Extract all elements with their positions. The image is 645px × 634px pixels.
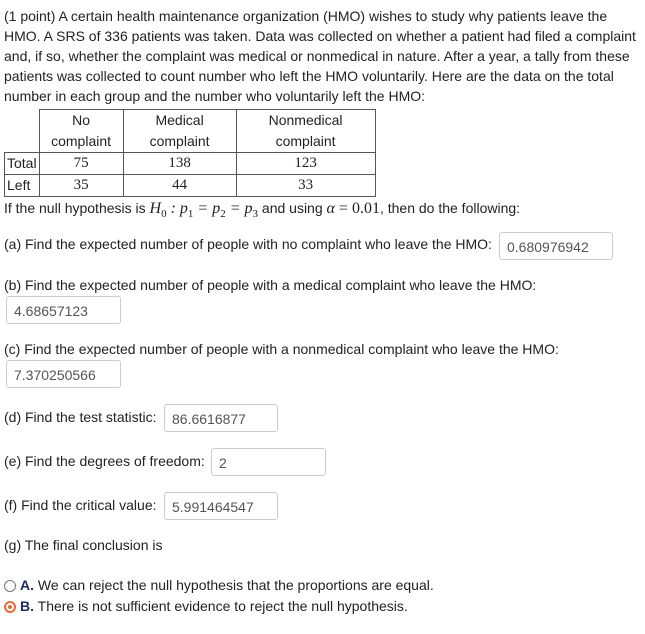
part-e-question: (e) Find the degrees of freedom:: [4, 453, 205, 469]
cell-left-no-complaint: 35: [39, 175, 123, 197]
p2-eq: = p: [193, 200, 221, 217]
part-f-question: (f) Find the critical value:: [4, 497, 157, 513]
p3-sub: 3: [252, 207, 259, 220]
option-a-label: [20, 577, 434, 593]
option-a-radio[interactable]: [4, 580, 16, 592]
part-c-question: (c) Find the expected number of people with a nonmedical complaint who leave the HMO:: [4, 341, 559, 357]
col-header-medical: Medical complaint: [123, 110, 236, 153]
h0-symbol: H: [149, 200, 162, 217]
row-label-left: Left: [5, 175, 40, 197]
part-a-question: (a) Find the expected number of people with no complaint who leave the HMO:: [4, 236, 492, 252]
part-a-answer-input[interactable]: 0.680976942: [499, 232, 613, 260]
part-d-question: (d) Find the test statistic:: [4, 409, 157, 425]
part-e-answer-input[interactable]: 2: [211, 448, 326, 476]
option-a-letter: A.: [20, 577, 34, 593]
part-b-question: (b) Find the expected number of people with a medical complaint who leave the HMO:: [4, 277, 537, 293]
table-row: [5, 153, 376, 175]
cell-total-nonmedical: 123: [236, 153, 375, 175]
table-header-row: [5, 110, 376, 153]
row-label-total: Total: [5, 153, 40, 175]
option-a-text: We can reject the null hypothesis that the proportions are equal.: [34, 577, 434, 593]
cell-total-no-complaint: 75: [39, 153, 123, 175]
problem-intro: (1 point) A certain health maintenance organization (HMO) wishes to study why patients leave the HMO. A SRS of 336 patients was taken. Data was collected on whether a patient had filed a complaint and, if so, whether the complaint was medical or nonmedical in nature. After a year, a tally from these patients was collected to count number who left the HMO voluntarily. Here are the data on the total number in each group and the number who voluntarily left the HMO:: [4, 8, 636, 104]
alpha-symbol: α: [326, 200, 335, 217]
part-g-question: (g) The final conclusion is: [4, 537, 163, 553]
hypothesis-prefix: If the null hypothesis is: [4, 200, 150, 216]
hypothesis-suffix: , then do the following:: [379, 200, 521, 216]
option-b-text: There is not sufficient evidence to reject the null hypothesis.: [34, 598, 408, 614]
part-c-answer-input[interactable]: 7.370250566: [6, 360, 121, 388]
table-row: [5, 175, 376, 197]
cell-left-nonmedical: 33: [236, 175, 375, 197]
cell-total-medical: 138: [123, 153, 236, 175]
part-d-answer-input[interactable]: 86.6616877: [164, 404, 278, 432]
option-b-radio[interactable]: [4, 601, 16, 613]
alpha-value: = 0.01: [334, 200, 380, 217]
p1-sub: 1: [187, 207, 194, 220]
hypothesis-middle: and using: [258, 200, 327, 216]
cell-left-medical: 44: [123, 175, 236, 197]
h0-eq: : p: [166, 200, 188, 217]
data-table: [4, 109, 376, 197]
p3-eq: = p: [225, 200, 253, 217]
col-header-nonmedical: Nonmedical complaint: [236, 110, 375, 153]
p2-sub: 2: [220, 207, 226, 220]
hypothesis-statement: [4, 198, 520, 224]
option-b-label: [20, 598, 408, 614]
part-b-answer-input[interactable]: 4.68657123: [6, 296, 121, 324]
part-f-answer-input[interactable]: 5.991464547: [164, 492, 278, 520]
col-header-no-complaint: No complaint: [39, 110, 123, 153]
h0-sub: 0: [161, 207, 167, 220]
option-b-letter: B.: [20, 598, 34, 614]
table-corner: [5, 110, 40, 153]
